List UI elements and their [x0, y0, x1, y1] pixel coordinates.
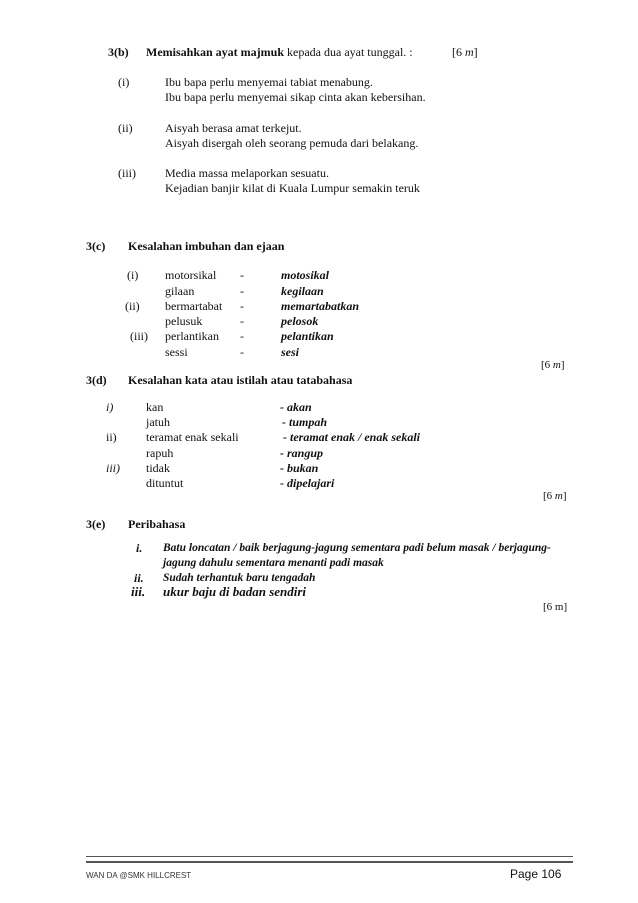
s3c-row-3-number: (ii) [125, 299, 140, 313]
s3d-row-1-correct: - akan [280, 400, 312, 414]
marks-close: ] [473, 45, 478, 59]
s3c-row-5-number: (iii) [130, 329, 148, 343]
section-3e-marks: [6 m] [543, 601, 568, 613]
s3c-row-5-dash: - [240, 329, 244, 343]
s3c-row-3-dash: - [240, 299, 244, 313]
section-3b-heading [146, 45, 413, 59]
section-3b-marks [452, 45, 478, 59]
section-3e-number: 3(e) [86, 517, 106, 531]
s3c-row-1-number: (i) [127, 268, 139, 282]
s3c-row-6-correct: sesi [281, 345, 299, 359]
s3c-row-2-correct: kegilaan [281, 284, 324, 298]
s3c-row-6-wrong: sessi [165, 345, 188, 359]
s3b-item-2-line-2: Aisyah disergah oleh seorang pemuda dari belakang. [165, 136, 419, 150]
s3e-item-1-line-1: Batu loncatan / baik berjagung-jagung sementara padi belum masak / berjagung- [163, 542, 551, 554]
s3c-row-5-correct: pelantikan [281, 329, 334, 343]
s3d-row-6-correct: - dipelajari [280, 476, 335, 490]
s3b-item-3-number: (iii) [118, 166, 136, 180]
s3b-item-1-number: (i) [118, 75, 130, 89]
marks-open: [6 [541, 359, 551, 371]
s3d-row-2-wrong: jatuh [146, 415, 170, 429]
marks-close: ] [562, 490, 567, 502]
section-3c-number: 3(c) [86, 239, 106, 253]
s3c-row-1-dash: - [240, 268, 244, 282]
s3e-item-1-line-2: jagung dahulu sementara menanti padi masak [163, 557, 384, 569]
marks-close: ] [560, 359, 565, 371]
s3c-row-4-correct: pelosok [281, 314, 319, 328]
s3e-item-2-number: ii. [134, 571, 144, 585]
section-3b-title: Memisahkan ayat majmuk [146, 45, 285, 59]
footer-divider [86, 856, 573, 863]
s3d-row-6-wrong: dituntut [146, 476, 184, 490]
section-3e-title: Peribahasa [128, 517, 186, 531]
s3d-row-5-wrong: tidak [146, 461, 170, 475]
s3b-item-1-line-2: Ibu bapa perlu menyemai sikap cinta akan kebersihan. [165, 90, 426, 104]
page-number: Page 106 [510, 867, 562, 881]
marks-unit: m [465, 45, 474, 59]
s3c-row-6-dash: - [240, 345, 244, 359]
section-3c-title: Kesalahan imbuhan dan ejaan [128, 239, 285, 253]
s3d-row-4-correct: - rangup [280, 446, 324, 460]
section-3d-number: 3(d) [86, 373, 107, 387]
s3b-item-2-number: (ii) [118, 121, 133, 135]
s3e-item-3-number: iii. [131, 584, 146, 599]
s3b-item-1-line-1: Ibu bapa perlu menyemai tabiat menabung. [165, 75, 373, 89]
s3c-row-1-correct: motosikal [281, 268, 330, 282]
section-3d-title: Kesalahan kata atau istilah atau tatabahasa [128, 373, 353, 387]
s3d-row-5-number: iii) [106, 461, 120, 475]
s3d-row-2-correct: - tumpah [282, 415, 328, 429]
s3d-row-1-number: i) [106, 400, 114, 414]
s3e-item-2-line-1: Sudah terhantuk baru tengadah [163, 572, 316, 584]
section-3d-marks [543, 489, 567, 503]
s3c-row-1-wrong: motorsikal [165, 268, 217, 282]
s3d-row-1-wrong: kan [146, 400, 164, 414]
s3b-item-3-line-1: Media massa melaporkan sesuatu. [165, 166, 329, 180]
section-3c-marks [541, 358, 565, 372]
s3d-row-3-number: ii) [106, 430, 117, 444]
s3b-item-2-line-1: Aisyah berasa amat terkejut. [165, 121, 302, 135]
s3c-row-2-wrong: gilaan [165, 284, 195, 298]
marks-unit: m [554, 490, 563, 502]
section-3b-title-rest: kepada dua ayat tunggal. : [287, 45, 413, 59]
s3c-row-4-dash: - [240, 314, 244, 328]
s3b-item-3-line-2: Kejadian banjir kilat di Kuala Lumpur semakin teruk [165, 181, 420, 195]
marks-unit: m [552, 359, 561, 371]
s3d-row-3-wrong: teramat enak sekali [146, 430, 239, 444]
footer-author: WAN DA @SMK HILLCREST [86, 871, 192, 880]
marks-open: [6 [543, 490, 553, 502]
s3c-row-3-correct: memartabatkan [281, 299, 360, 313]
s3d-row-4-wrong: rapuh [146, 446, 174, 460]
s3e-item-3-line-1: ukur baju di badan sendiri [163, 584, 307, 599]
marks-open: [6 [452, 45, 462, 59]
s3c-row-2-dash: - [240, 284, 244, 298]
s3c-row-3-wrong: bermartabat [165, 299, 223, 313]
s3c-row-4-wrong: pelusuk [165, 314, 203, 328]
s3c-row-5-wrong: perlantikan [165, 329, 219, 343]
section-3b-number: 3(b) [108, 45, 129, 59]
s3d-row-3-correct: - teramat enak / enak sekali [283, 430, 420, 444]
s3e-item-1-number: i. [136, 541, 143, 555]
s3d-row-5-correct: - bukan [280, 461, 319, 475]
